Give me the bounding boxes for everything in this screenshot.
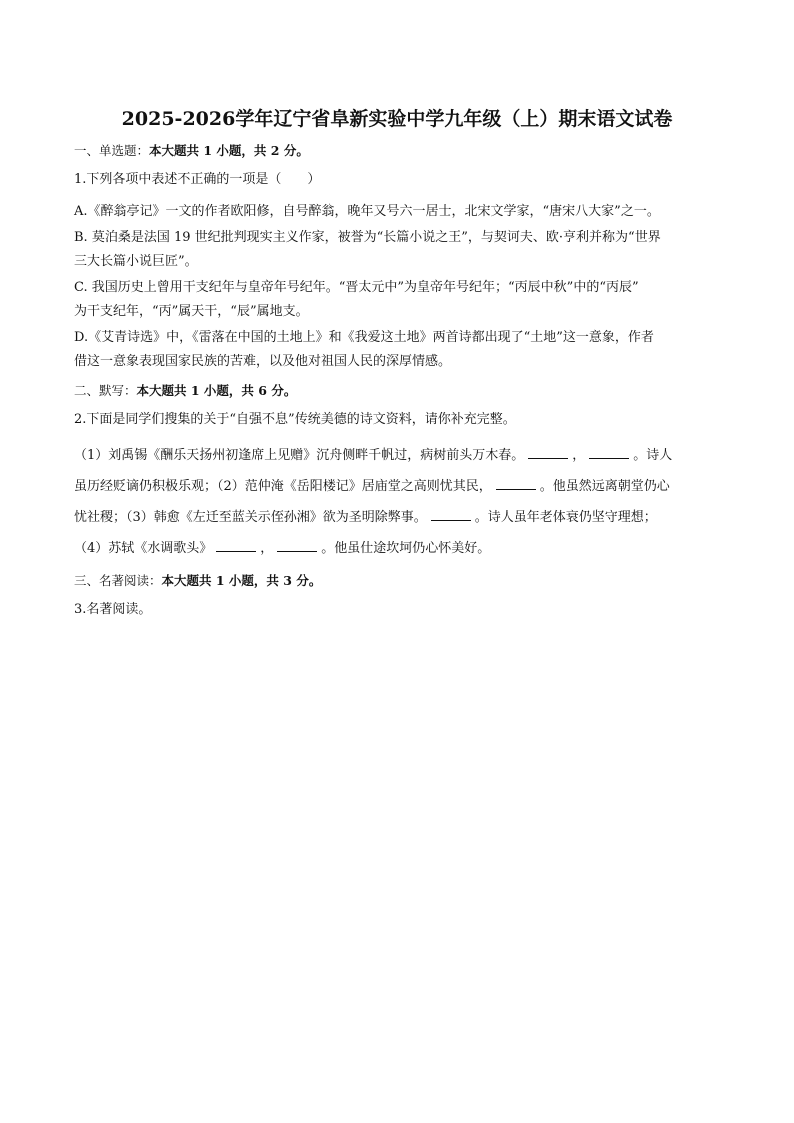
answer-blank[interactable]	[216, 539, 256, 552]
question-1-option-d	[74, 326, 720, 374]
section-description: 本大题共 1 小题，共 6 分。	[136, 383, 297, 398]
question-1-option-b	[74, 226, 720, 274]
text-segment: （4）苏轼《水调歌头》	[74, 541, 213, 556]
section-heading-single-choice	[74, 140, 720, 162]
exam-title: 2025-2026学年辽宁省阜新实验中学九年级（上）期末语文试卷	[121, 108, 673, 130]
text-segment: 虽历经贬谪仍积极乐观；（2）范仲淹《岳阳楼记》居庙堂之高则忧其民，	[74, 479, 492, 494]
answer-blank[interactable]	[528, 446, 568, 459]
text-segment: （1）刘禹锡《酬乐天扬州初逢席上见赠》沉舟侧畔千帆过，病树前头万木春。	[74, 448, 525, 463]
text-segment: 。他虽仕途坎坷仍心怀美好。	[321, 541, 491, 556]
option-d-line-2: 借这一意象表现国家民族的苦难，以及他对祖国人民的深厚情感。	[74, 354, 452, 369]
option-b-line-2: 三大长篇小说巨匠”。	[74, 254, 198, 269]
answer-blank[interactable]	[589, 446, 629, 459]
question-2-body	[74, 440, 720, 564]
question-1-option-a	[74, 200, 720, 224]
text-segment: 。诗人虽年老体衰仍坚守理想；	[474, 510, 657, 525]
section-description: 本大题共 1 小题，共 2 分。	[149, 143, 309, 158]
section-prefix: 一、单选题：	[74, 143, 150, 158]
section-heading-classic-reading	[74, 570, 720, 592]
option-d-line-1: D.《艾青诗选》中，《雷落在中国的土地上》和《我爱这土地》两首诗都出现了“土地”这一意象，作者	[74, 330, 654, 345]
answer-blank[interactable]	[277, 539, 317, 552]
option-a-line-1: A.《醉翁亭记》一文的作者欧阳修，自号醉翁，晚年又号六一居士，北宋文学家，“唐宋八大家”之一。	[74, 204, 660, 219]
section-prefix: 三、名著阅读：	[74, 573, 162, 588]
text-segment: 。他虽然远离朝堂仍心	[539, 479, 670, 494]
question-3-stem: 3.名著阅读。	[74, 602, 152, 617]
question-2-line-4	[74, 533, 720, 564]
question-2-line-2	[74, 471, 720, 502]
text-segment: ，	[260, 541, 274, 556]
text-segment: 忧社稷；（3）韩愈《左迁至蓝关示侄孙湘》欲为圣明除弊事。	[74, 510, 427, 525]
question-2-line-3	[74, 502, 720, 533]
answer-blank[interactable]	[496, 477, 536, 490]
question-1-option-c	[74, 276, 720, 324]
option-c-line-1: C. 我国历史上曾用干支纪年与皇帝年号纪年。“晋太元中”为皇帝年号纪年；“丙辰中秋”中的“丙辰”	[74, 280, 639, 295]
question-1-stem: 1.下列各项中表述不正确的一项是（ ）	[74, 172, 321, 187]
option-b-line-1: B. 莫泊桑是法国 19 世纪批判现实主义作家，被誉为“长篇小说之王”，与契诃夫、欧·亨利并称为“世界	[74, 230, 661, 245]
answer-blank[interactable]	[431, 508, 471, 521]
question-2-line-1	[74, 440, 720, 471]
section-prefix: 二、默写：	[74, 383, 137, 398]
option-c-line-2: 为干支纪年，“丙”属天干，“辰”属地支。	[74, 304, 309, 319]
section-description: 本大题共 1 小题，共 3 分。	[161, 573, 322, 588]
question-2-stem: 2.下面是同学们搜集的关于“自强不息”传统美德的诗文资料，请你补充完整。	[74, 412, 516, 427]
text-segment: 。诗人	[633, 448, 673, 463]
text-segment: ，	[572, 448, 586, 463]
section-heading-dictation	[74, 380, 720, 402]
